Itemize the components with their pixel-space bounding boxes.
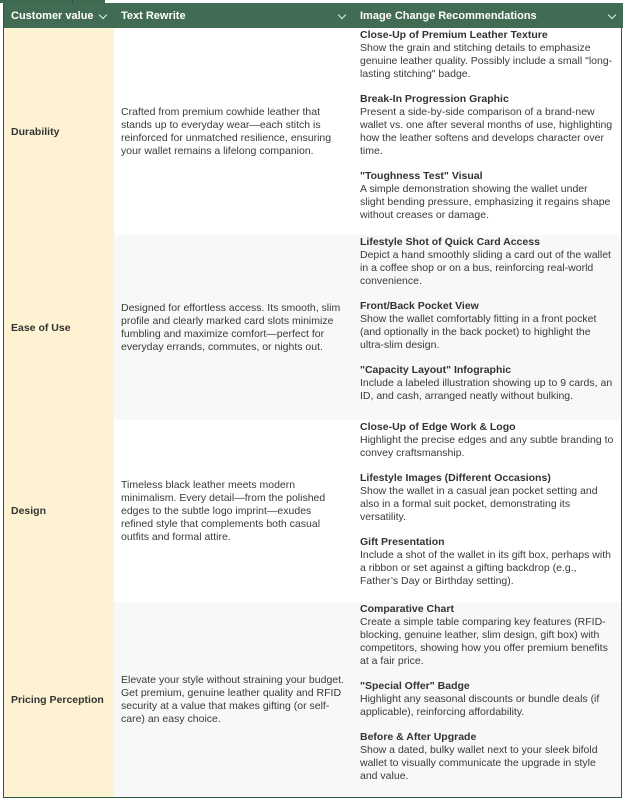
recommendation-title: Comparative Chart (360, 603, 454, 615)
image-recommendations-cell (353, 602, 621, 797)
recommendation (360, 603, 615, 668)
recommendation (360, 170, 615, 222)
table-row (4, 28, 621, 235)
customer-value-cell: Pricing Perception (4, 602, 114, 797)
recommendation (360, 364, 615, 403)
chevron-down-icon[interactable] (99, 11, 107, 19)
recommendation-body: Create a simple table comparing key features (RFID-blocking, genuine leather, slim design, gift box) with competitors, showing how you offer premium benefits at a fair price. (360, 616, 608, 667)
recommendation (360, 29, 615, 81)
image-recommendations-cell (353, 235, 621, 420)
table-header (4, 3, 623, 28)
customer-value-cell: Durability (4, 28, 114, 235)
recommendation-body: Include a labeled illustration showing up to 9 cards, an ID, and cash, arranged neatly without bulking. (360, 377, 613, 402)
recommendation (360, 731, 615, 783)
recommendation (360, 421, 615, 460)
image-recommendations-cell (353, 28, 621, 235)
recommendation-body: Highlight any seasonal discounts or bundle deals (if applicable), reinforcing affordability. (360, 693, 600, 718)
recommendation-title: Front/Back Pocket View (360, 300, 479, 312)
recommendation-title: Break-In Progression Graphic (360, 93, 509, 105)
column-header-label: Customer value (11, 9, 94, 22)
recommendation-title: Close-Up of Premium Leather Texture (360, 29, 548, 41)
recommendation-body: Show a dated, bulky wallet next to your sleek bifold wallet to visually communicate the upgrade in style and value. (360, 744, 598, 782)
recommendation-body: Present a side-by-side comparison of a brand-new wallet vs. one after several months of use, highlighting how the leather softens and develops character over time. (360, 106, 613, 157)
recommendation (360, 472, 615, 524)
value-table (3, 3, 622, 798)
recommendation-title: "Special Offer" Badge (360, 680, 470, 692)
recommendation-body: Show the wallet comfortably fitting in a front pocket (and optionally in the back pocket) to highlight the ultra-slim design. (360, 313, 597, 351)
column-header-text-rewrite[interactable] (114, 3, 353, 28)
text-rewrite-cell: Elevate your style without straining your budget. Get premium, genuine leather quality and RFID security at a value that makes gifting (or self-care) an easy choice. (121, 673, 344, 725)
customer-value-cell: Design (4, 420, 114, 602)
chevron-down-icon[interactable] (608, 11, 616, 19)
recommendation-body: Show the grain and stitching details to emphasize genuine leather quality. Possibly include a small "long-lasting stitching" badge. (360, 42, 613, 80)
table-row (4, 602, 621, 797)
recommendation-body: Include a shot of the wallet in its gift box, perhaps with a ribbon or set against a gifting backdrop (e.g., Father’s Day or Birthday setting). (360, 549, 611, 587)
recommendation (360, 680, 615, 719)
recommendation-title: Lifestyle Shot of Quick Card Access (360, 236, 540, 248)
customer-value-cell: Ease of Use (4, 235, 114, 420)
recommendation (360, 93, 615, 158)
recommendation-body: A simple demonstration showing the wallet under slight bending pressure, emphasizing it regains shape without creases or damage. (360, 183, 611, 221)
recommendation-title: "Capacity Layout" Infographic (360, 364, 512, 376)
column-header-label: Text Rewrite (121, 9, 186, 22)
recommendation-title: Gift Presentation (360, 536, 445, 548)
text-rewrite-cell: Timeless black leather meets modern minimalism. Every detail—from the polished edges to the subtle logo imprint—exudes refined style that complements both casual outfits and formal attire. (121, 478, 326, 543)
chevron-down-icon[interactable] (338, 11, 346, 19)
recommendation (360, 236, 615, 288)
image-recommendations-cell (353, 420, 621, 602)
recommendation (360, 536, 615, 588)
text-rewrite-cell: Crafted from premium cowhide leather that stands up to everyday wear—each stitch is reinforced for unmatched resilience, ensuring your wallet remains a lifelong companion. (121, 105, 332, 157)
recommendation-title: Close-Up of Edge Work & Logo (360, 421, 516, 433)
recommendation-body: Depict a hand smoothly sliding a card out of the wallet in a coffee shop or on a bus, reinforcing real-world convenience. (360, 249, 611, 287)
recommendation-title: Lifestyle Images (Different Occasions) (360, 472, 551, 484)
table-row (4, 235, 621, 420)
recommendation-title: "Toughness Test" Visual (360, 170, 483, 182)
table-row (4, 420, 621, 602)
column-header-image-recommendations[interactable] (353, 3, 623, 28)
text-rewrite-cell: Designed for effortless access. Its smooth, slim profile and clearly marked card slots minimize fumbling and maximize comfort—perfect for everyday errands, commutes, or nights out. (121, 301, 341, 353)
column-header-customer-value[interactable] (4, 3, 114, 28)
recommendation-body: Highlight the precise edges and any subtle branding to convey craftsmanship. (360, 434, 614, 459)
recommendation-body: Show the wallet in a casual jean pocket setting and also in a formal suit pocket, demonstrating its versatility. (360, 485, 598, 523)
recommendation-title: Before & After Upgrade (360, 731, 477, 743)
recommendation (360, 300, 615, 352)
column-header-label: Image Change Recommendations (360, 9, 537, 22)
